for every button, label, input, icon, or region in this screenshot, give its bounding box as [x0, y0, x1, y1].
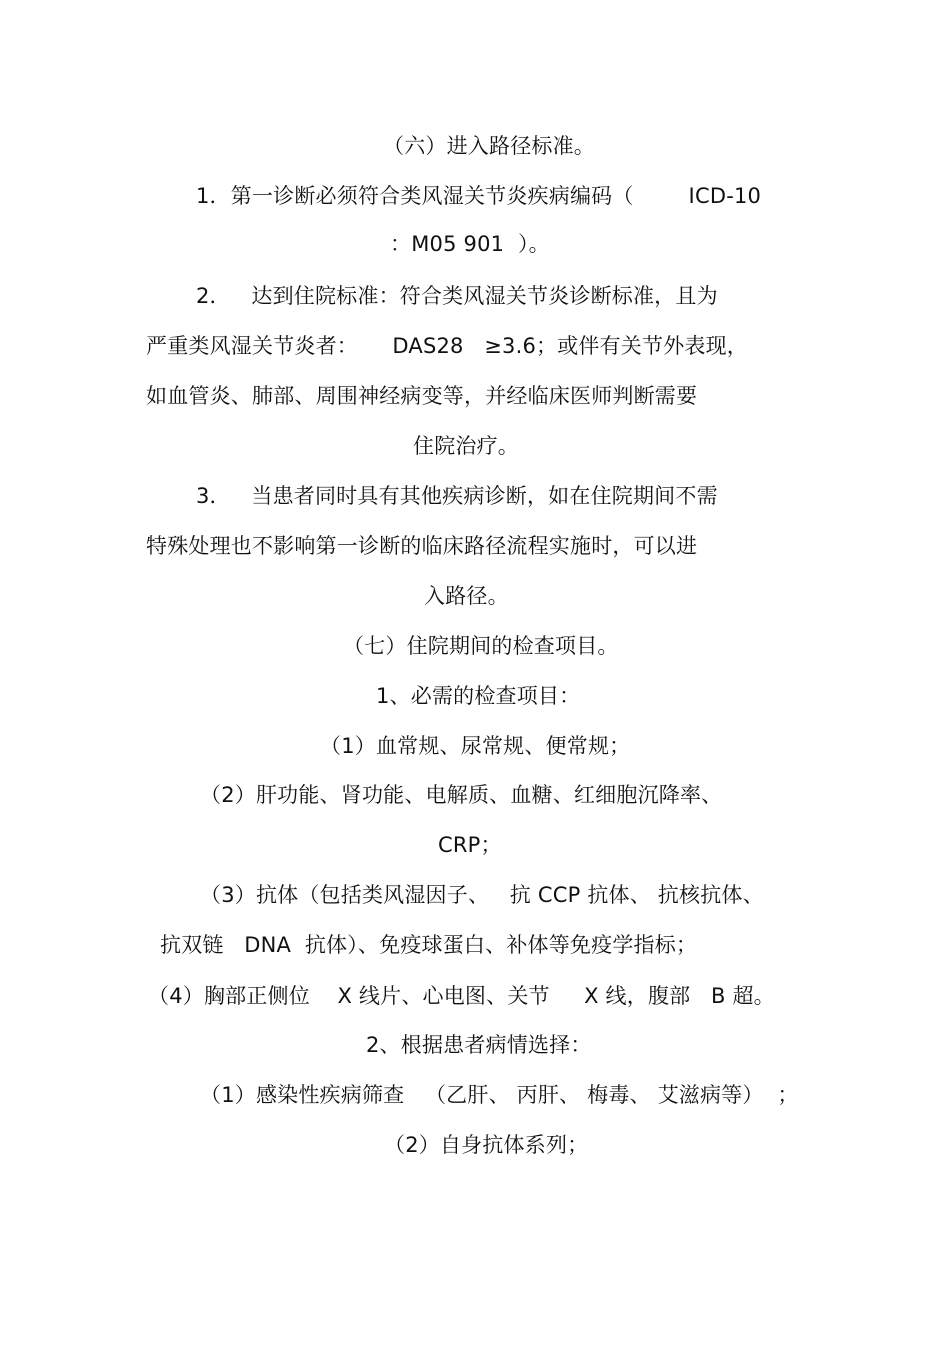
- section-heading-7: （七）住院期间的检查项目。: [343, 634, 619, 658]
- list-item: （2）自身抗体系列；: [384, 1133, 589, 1157]
- list-item: （4）胸部正侧位 X 线片、心电图、关节 X 线，腹部 B 超。: [148, 984, 775, 1008]
- paragraph-line: 2． 达到住院标准：符合类风湿关节炎诊断标准，且为: [196, 284, 718, 308]
- paragraph-line: 入路径。: [424, 584, 509, 608]
- paragraph-line: 特殊处理也不影响第一诊断的临床路径流程实施时，可以进: [146, 534, 698, 558]
- paragraph-line: 住院治疗。: [413, 434, 519, 458]
- list-item-continuation: 抗双链 DNA 抗体）、免疫球蛋白、补体等免疫学指标；: [160, 933, 698, 957]
- list-item: （1）血常规、尿常规、便常规；: [320, 734, 631, 758]
- list-item: （2）肝功能、肾功能、电解质、血糖、红细胞沉降率、: [200, 783, 723, 807]
- list-item-continuation: CRP；: [438, 833, 502, 857]
- paragraph-line: 1．第一诊断必须符合类风湿关节炎疾病编码（ ICD-10: [196, 184, 762, 208]
- list-item: （1）感染性疾病筛查 （乙肝、 丙肝、 梅毒、 艾滋病等） ；: [200, 1083, 799, 1107]
- subsection-heading: 1、必需的检查项目：: [376, 684, 581, 708]
- section-heading-6: （六）进入路径标准。: [383, 134, 595, 158]
- paragraph-line: 严重类风湿关节炎者： DAS28 ≥3.6；或伴有关节外表现，: [146, 334, 749, 358]
- paragraph-line: ：M05 901 ）。: [390, 232, 550, 256]
- paragraph-line: 3． 当患者同时具有其他疾病诊断，如在住院期间不需: [196, 484, 718, 508]
- subsection-heading: 2、根据患者病情选择：: [366, 1033, 592, 1057]
- paragraph-line: 如血管炎、肺部、周围神经病变等，并经临床医师判断需要: [146, 384, 698, 408]
- list-item: （3）抗体（包括类风湿因子、 抗 CCP 抗体、 抗核抗体、: [200, 883, 764, 907]
